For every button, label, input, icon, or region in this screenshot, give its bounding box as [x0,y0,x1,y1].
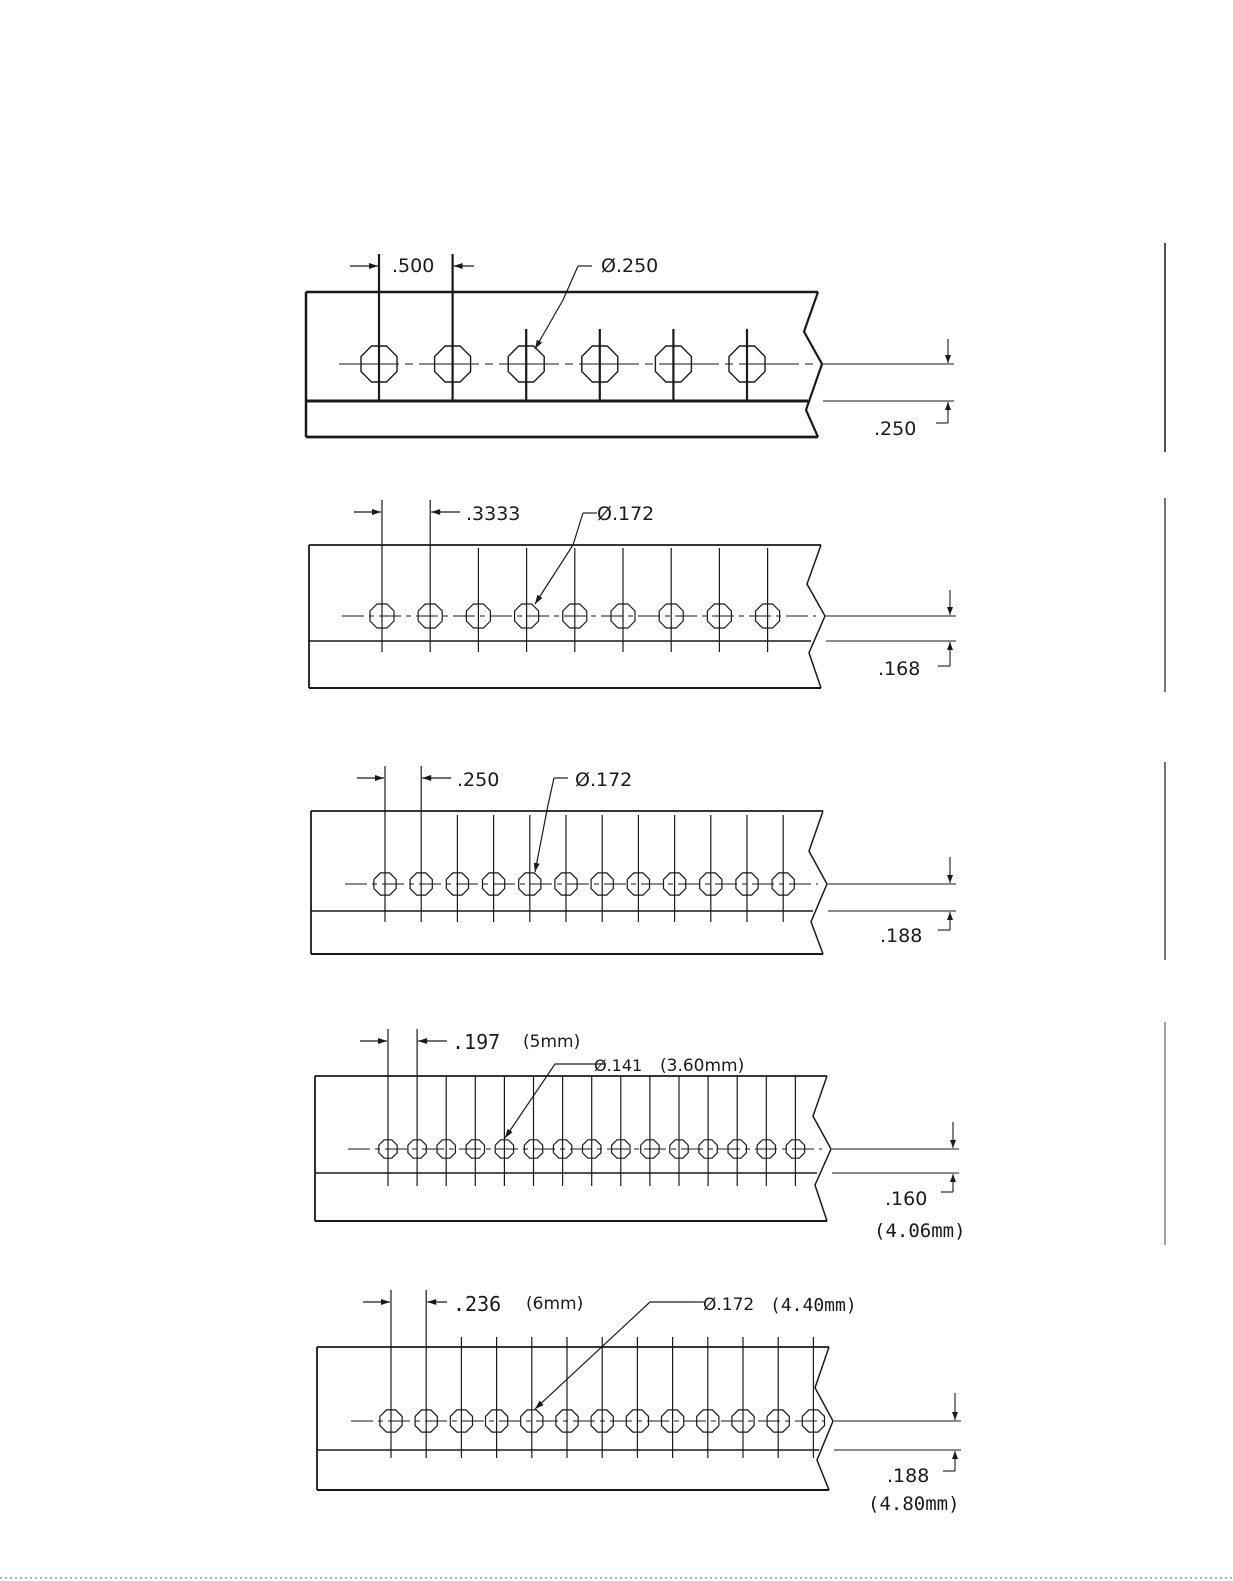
pitch-label: .3333 [466,503,521,525]
diameter-label: Ø.172 [703,1295,755,1315]
pitch-label: .250 [457,769,500,791]
diameter-leader [535,266,578,349]
offset-arrow [945,355,951,363]
pitch-arrow [427,1299,436,1305]
diameter-leader [535,778,554,872]
offset-label: .188 [880,925,923,947]
pitch-metric-label: (5mm) [523,1032,581,1052]
pitch-label: .500 [392,255,435,277]
diameter-leader-arrow [535,595,542,604]
offset-label: .168 [878,658,921,680]
offset-arrow [947,642,953,650]
offset-label: .188 [887,1465,930,1487]
offset-arrow [947,607,953,615]
diameter-label: Ø.250 [601,255,659,277]
pitch-metric-label: (6mm) [526,1294,584,1314]
diagram-2 [309,500,956,688]
diameter-label: Ø.172 [575,769,633,791]
pitch-label: .197 [452,1030,501,1054]
diagram-3 [311,766,956,954]
diameter-leader-arrow [505,1129,513,1138]
pitch-arrow [369,263,378,269]
offset-arrow [947,875,953,883]
pitch-arrow [381,1299,390,1305]
pitch-arrow [378,1038,387,1044]
offset-metric-label: (4.80mm) [868,1493,960,1515]
offset-arrow [947,912,953,920]
diameter-metric-label: (3.60mm) [660,1056,745,1076]
diameter-label: Ø.141 [594,1056,643,1075]
offset-label: .250 [874,418,917,440]
pitch-arrow [431,509,440,515]
offset-arrow [952,1412,958,1420]
rail-break-line [809,811,827,954]
offset-arrow [950,1140,956,1148]
diameter-leader [535,1302,690,1409]
diameter-leader-arrow [535,340,542,349]
diagram-1 [306,254,954,437]
diameter-label: Ø.172 [597,503,655,525]
diameter-leader [535,513,583,604]
pitch-label: .236 [453,1292,502,1316]
diagram-5 [317,1290,961,1490]
pitch-arrow [418,1038,427,1044]
pitch-arrow [372,509,381,515]
offset-label: .160 [885,1188,928,1210]
offset-arrow [950,1174,956,1182]
diameter-metric-label: (4.40mm) [770,1295,857,1316]
pitch-arrow [375,775,384,781]
offset-arrow [945,402,951,410]
diameter-leader-arrow [534,863,540,872]
pitch-arrow [454,263,463,269]
offset-metric-label: (4.06mm) [874,1220,966,1242]
pitch-arrow [422,775,431,781]
offset-arrow [952,1451,958,1459]
